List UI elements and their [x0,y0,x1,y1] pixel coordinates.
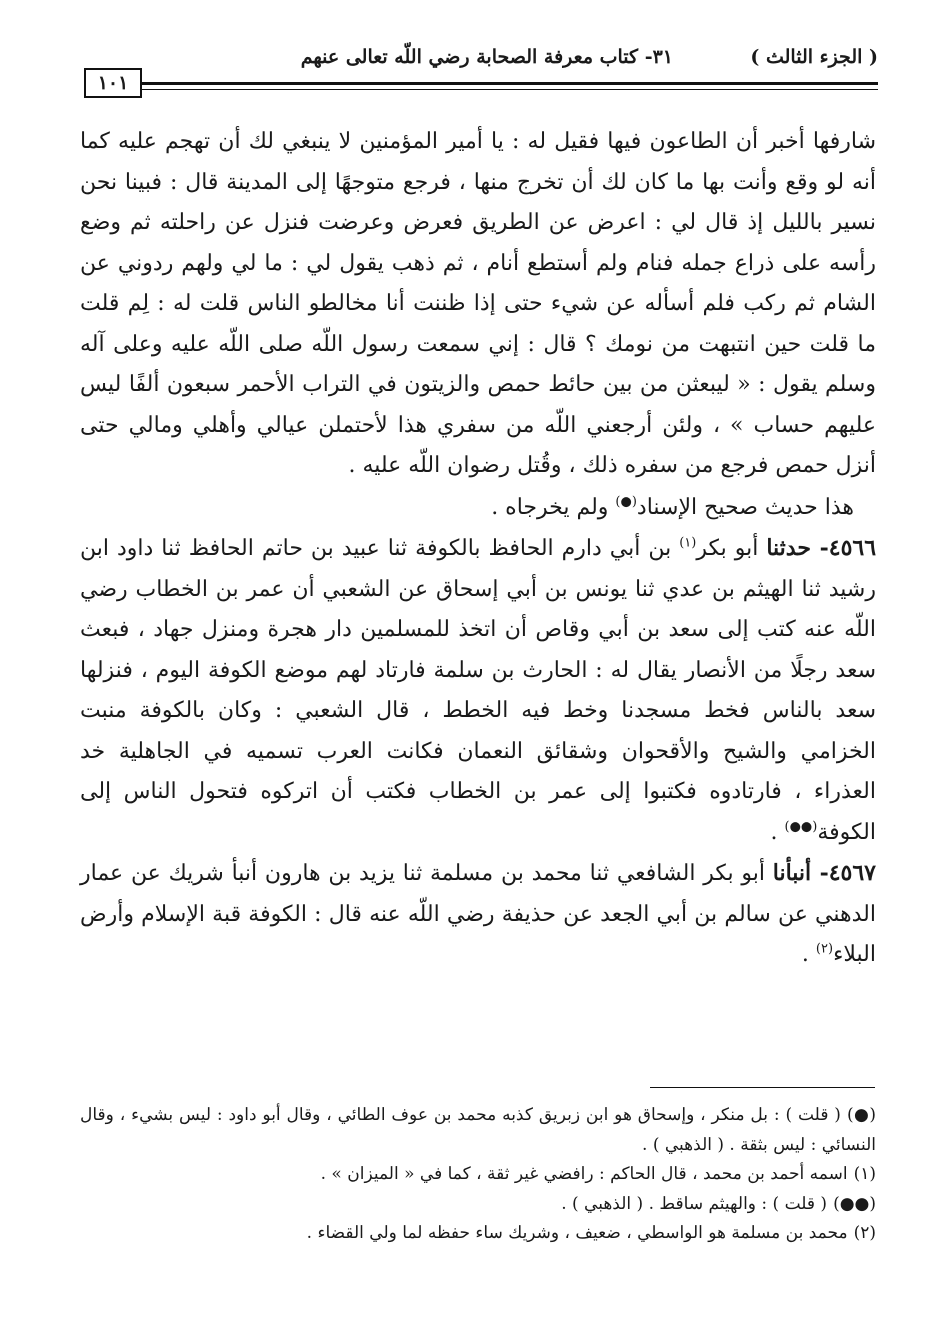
footnote-ref: (●●) [784,819,818,835]
footnote-text: اسمه أحمد بن محمد ، قال الحاكم : رافضي غير ثقة ، كما في « الميزان » . [320,1164,848,1184]
header-rule-thick [142,82,878,85]
footnote [80,1219,876,1249]
footnote-mark: (١) [853,1164,876,1184]
chapter-title: ٣١- كتاب معرفة الصحابة رضي اللّه تعالى عنهم [300,46,673,68]
hadith-lead: - حدثنا [766,535,829,561]
volume-label: ( الجزء الثالث ) [750,46,878,68]
verdict-tail: ولم يخرجاه . [491,494,616,520]
hadith-text: بن أبي دارم الحافظ بالكوفة ثنا عبيد بن حاتم الحافظ ثنا داود ابن رشيد ثنا الهيثم بن عدي ثنا يونس بن أبي إسحاق عن الشعبي أن عمر بن الخطاب رضي اللّه عنه كتب إلى سعد بن أبي وقاص أن اتخذ للمسلمين دار هجرة ومنزل جهاد ، فبعث سعد رجلًا من الأنصار يقال له : الحارث بن سلمة فارتاد لهم موضع الكوفة اليوم ، فنزلها سعد بالناس فخط مسجدنا وخط فيه الخطط ، قال الشعبي : وكان بالكوفة منبت الخزامي والشيح والأقحوان وشقائق النعمان فكانت العرب تسميه في الجاهلية خد العذراء ، فارتادوه فكتبوا إلى عمر بن الخطاب فكتب أن اتركوه فتحول الناس إلى الكوفة [80,536,876,845]
footnote-text: ( قلت ) : والهيثم ساقط . ( الذهبي ) . [561,1193,828,1214]
footnote [80,1160,876,1190]
main-text [80,122,876,976]
page-number: ١٠١ [84,68,142,98]
hadith-number: ٤٥٦٧ [828,860,876,886]
header-rule-thin [142,89,878,90]
footnote-separator [650,1087,875,1088]
hadith-number: ٤٥٦٦ [828,535,877,561]
footnote [80,1101,876,1160]
footnote-ref: (٢) [815,941,834,957]
verdict-text: هذا حديث صحيح الإسناد [636,494,854,520]
hadith-text: . [770,819,785,845]
hadith-text: . [801,942,816,967]
hadith-4567 [80,853,876,976]
footnote [80,1190,876,1220]
footnote-text: محمد بن مسلمة هو الواسطي ، ضعيف ، وشريك ساء حفظه لما ولي القضاء . [306,1223,848,1243]
paragraph-continued: شارفها أخبر أن الطاعون فيها فقيل له : يا أمير المؤمنين لا ينبغي لك أن تهجم عليه كما أنه لو وقع وأنت بها ما كان لك أن تخرج منها ، فرجع متوجهًا إلى المدينة قال : فبينا نحن نسير بالليل إذ قال لي : اعرض عن الطريق فعرض وعرضت فنزل عن راحلته ثم وضع رأسه على ذراع جمله فنام ولم أستطع أنام ، ثم ذهب يقول لي : ما لي ولهم ردوني عن الشام ثم ركب فلم أسأله عن شيء حتى إذا ظننت أنا مخالطو الناس قلت له : لِم قلت ما قلت حين انتبهت من نومك ؟ قال : إني سمعت رسول اللّه صلى اللّه عليه وعلى آله وسلم يقول : « ليبعثن من بين حائط حمص والزيتون في التراب الأحمر سبعون ألفًا ليس عليهم حساب » ، ولئن أرجعني اللّه من سفري هذا لأحتملن عيالي وأهلي ومالي حتى أنزل حمص فرجع من سفره ذلك ، وقُتل رضوان اللّه عليه . [80,129,876,478]
footnote-ref: (١) [679,535,697,551]
running-header [78,40,878,76]
hadith-text: أبو بكر الشافعي ثنا محمد بن مسلمة ثنا يزيد بن هارون أنبأ شريك عن عمار الدهني عن سالم بن أبي الجعد عن حذيفة رضي اللّه عنه قال : الكوفة قبة الإسلام وأرض البلاء [80,861,876,967]
footnote-mark: (●●) [833,1193,876,1214]
hadith-lead: - أنبأنا [772,860,829,886]
hadith-verdict [80,488,876,529]
hadith-text: أبو بكر [696,536,767,561]
footnote-ref: (●) [615,494,637,510]
footnote-mark: (٢) [853,1223,876,1243]
footnote-mark: (●) [846,1105,876,1125]
footnotes [80,1101,876,1249]
hadith-4566 [80,528,876,853]
footnote-text: ( قلت ) : بل منكر ، وإسحاق هو ابن زبريق كذبه محمد بن عوف الطائي ، وقال أبو داود : ليس بشيء ، وقال النسائي : ليس بثقة . ( الذهبي ) . [80,1105,876,1155]
